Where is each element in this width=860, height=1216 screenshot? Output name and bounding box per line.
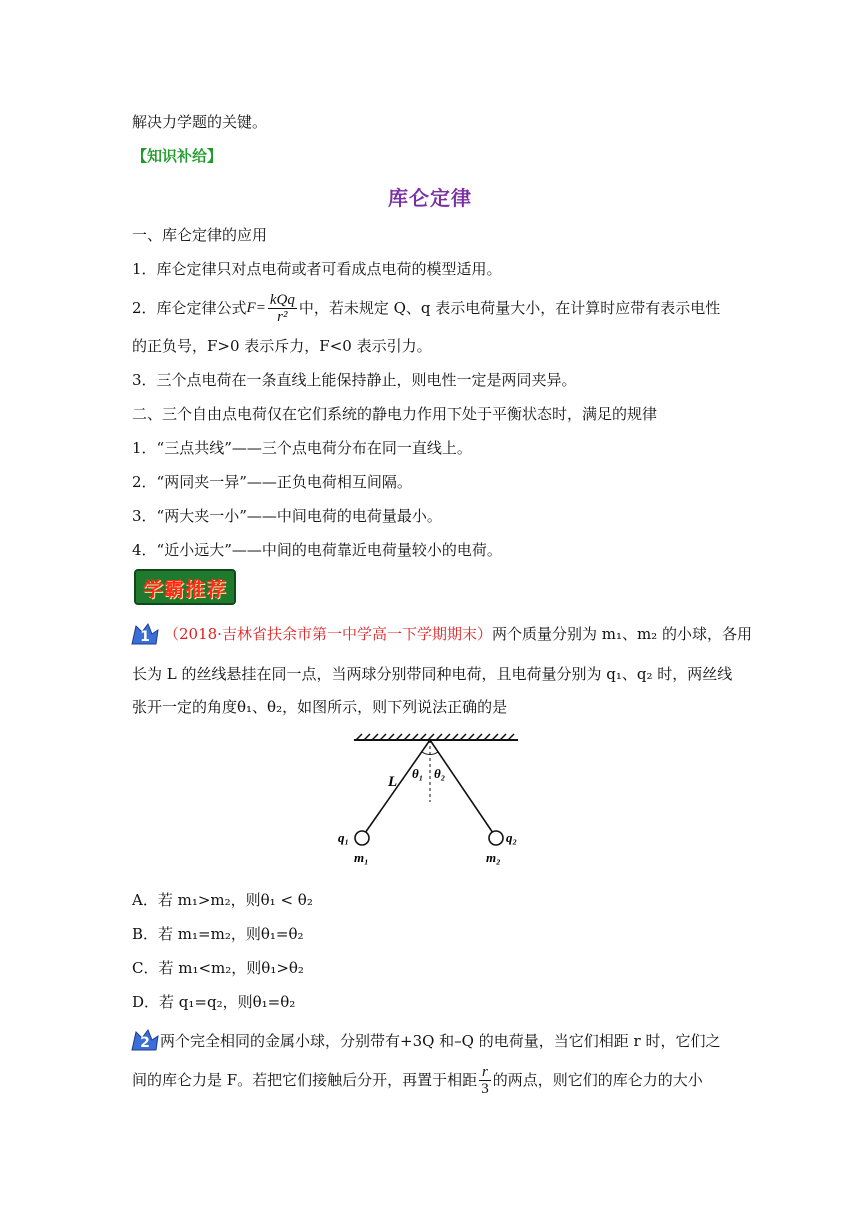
rule-2-prefix: 2．库仑定律公式 <box>132 299 247 317</box>
rule-1: 1．库仑定律只对点电荷或者可看成点电荷的模型适用。 <box>132 260 502 278</box>
question-1-line-2: 长为 L 的丝线悬挂在同一点，当两球分别带同种电荷，且电荷量分别为 q₁、q₂ 时，两丝线 <box>132 665 733 683</box>
ball-right <box>489 831 503 845</box>
label-m2: m₂ <box>486 850 501 865</box>
option-c: C．若 m₁<m₂，则θ₁>θ₂ <box>132 959 304 977</box>
part2-heading: 二、三个自由点电荷仅在它们系统的静电力作用下处于平衡状态时，满足的规律 <box>132 405 658 423</box>
section-tag: 【知识补给】 <box>132 147 223 165</box>
rule-2-line-2: 的正负号，F>0 表示斥力，F<0 表示引力。 <box>132 337 432 355</box>
law-4: 4．“近小远大”——中间的电荷靠近电荷量较小的电荷。 <box>132 541 502 559</box>
option-b: B．若 m₁=m₂，则θ₁=θ₂ <box>132 925 304 943</box>
label-l: L <box>388 774 398 790</box>
string-right <box>430 740 493 833</box>
badge-text: 学霸推荐 <box>143 576 227 601</box>
question-1-number: 1 <box>140 629 150 645</box>
pendulum-figure <box>330 732 540 872</box>
question-2-text-b: 的两点，则它们的库仑力的大小 <box>492 1071 703 1089</box>
question-1-text-a: 两个质量分别为 m₁、m₂ 的小球，各用 <box>491 625 752 643</box>
option-a: A．若 m₁>m₂，则θ₁ < θ₂ <box>132 891 313 909</box>
label-m1: m₁ <box>354 850 369 865</box>
question-1-source: （2018·吉林省扶余市第一中学高一下学期期末） <box>164 625 492 643</box>
r-fraction-denominator: 3 <box>481 1080 489 1097</box>
string-left <box>365 740 430 833</box>
question-2-text-a: 间的库仑力是 F。若把它们接触后分开，再置于相距 <box>132 1071 478 1089</box>
rule-3: 3．三个点电荷在一条直线上能保持静止，则电性一定是两同夹异。 <box>132 371 577 389</box>
label-theta2: θ₂ <box>434 766 446 781</box>
question-2-line-1: 两个完全相同的金属小球，分别带有+3Q 和–Q 的电荷量，当它们相距 r 时，它们之 <box>160 1032 721 1050</box>
r-fraction-numerator: r <box>479 1064 491 1081</box>
ball-left <box>355 831 369 845</box>
top-line: 解决力学题的关键。 <box>132 113 268 131</box>
question-1-line-1 <box>164 624 752 644</box>
fraction-numerator: kQq <box>269 291 295 308</box>
law-2: 2．“两同夹一异”——正负电荷相互间隔。 <box>132 473 412 491</box>
r-over-3-fraction <box>479 1064 491 1097</box>
label-q1: q₁ <box>338 830 350 845</box>
question-1-icon <box>130 622 160 646</box>
question-2-icon <box>130 1028 160 1052</box>
option-d: D．若 q₁=q₂，则θ₁=θ₂ <box>132 993 296 1011</box>
rule-2-suffix: 中，若未规定 Q、q 表示电荷量大小，在计算时应带有表示电性 <box>298 299 721 317</box>
law-1: 1．“三点共线”——三个点电荷分布在同一直线上。 <box>132 439 472 457</box>
section-title: 库仑定律 <box>388 186 472 210</box>
label-theta1: θ₁ <box>412 766 424 781</box>
recommend-badge <box>134 569 236 605</box>
fraction-denominator: r² <box>277 308 288 325</box>
coulomb-fraction <box>268 292 297 325</box>
question-2-number: 2 <box>140 1035 150 1051</box>
question-2-line-2 <box>132 1058 703 1102</box>
question-1-line-3: 张开一定的角度θ₁、θ₂，如图所示，则下列说法正确的是 <box>132 698 508 716</box>
law-3: 3．“两大夹一小”——中间电荷的电荷量最小。 <box>132 507 442 525</box>
label-q2: q₂ <box>506 830 518 845</box>
rule-2-line-1 <box>132 288 720 328</box>
part1-heading: 一、库仑定律的应用 <box>132 226 268 244</box>
formula-lhs: F= <box>246 300 266 316</box>
